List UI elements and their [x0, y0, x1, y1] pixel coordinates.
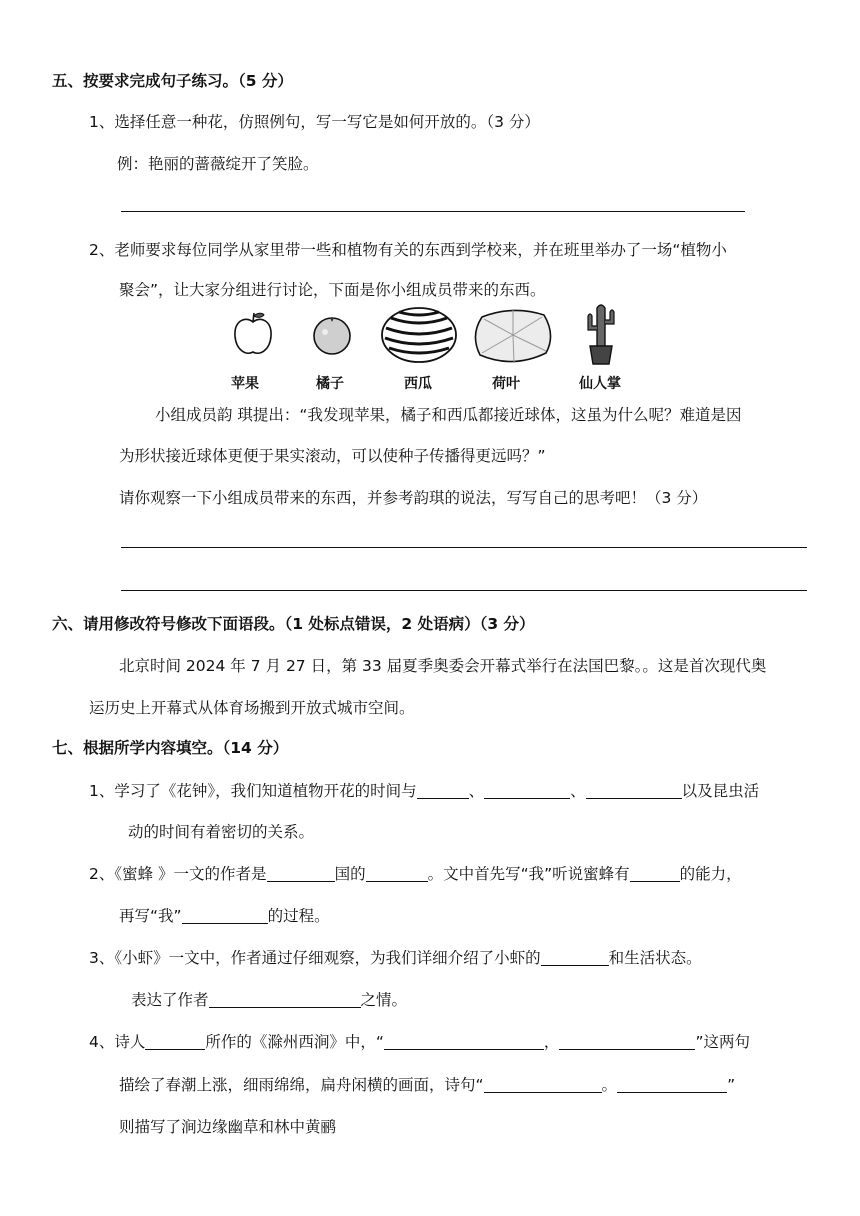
question-7-1: [89, 781, 759, 801]
question-text: 表达了作者: [131, 991, 209, 1009]
group-member-paragraph-line1: 小组成员韵 琪提出：“我发现苹果，橘子和西瓜都接近球体，这虽为什么呢？难道是因: [155, 406, 742, 424]
lotus-leaf-illustration: [470, 305, 556, 367]
question-text: 。文中首先写“我”听说蜜蜂有: [427, 865, 630, 883]
item-label-cactus: 仙人掌: [579, 376, 621, 392]
question-text: 和生活状态。: [608, 949, 702, 967]
question-text: 学习了《花钟》，我们知道植物开花的时间与: [114, 782, 417, 800]
question-text: ”这两句: [695, 1033, 750, 1051]
question-text: 选择任意一种花，仿照例句，写一写它是如何开放的。（3 分）: [114, 113, 540, 131]
question-7-3: [89, 948, 702, 968]
question-text: 《小虾》一文中，作者通过仔细观察，为我们详细介绍了小虾的: [114, 949, 541, 967]
thinking-prompt: 请你观察一下小组成员带来的东西，并参考韵琪的说法，写写自己的思考吧！（3 分）: [119, 489, 708, 507]
apple-illustration: [230, 310, 276, 358]
question-text: 以及昆虫活: [681, 782, 760, 800]
question-7-4: [89, 1032, 750, 1052]
question-text: 所作的《滁州西涧》中，“: [205, 1033, 384, 1051]
cactus-illustration: [578, 300, 624, 368]
question-text: 。: [601, 1076, 618, 1094]
item-label-watermelon: 西瓜: [404, 376, 432, 392]
item-label-orange: 橘子: [316, 376, 344, 392]
question-text: 诗人: [114, 1033, 146, 1051]
question-7-1-line2: 动的时间有着密切的关系。: [128, 823, 315, 841]
passage-line1: 北京时间 2024 年 7 月 27 日，第 33 届夏季奥委会开幕式举行在法国巴黎。。这是首次现代奥: [119, 657, 767, 675]
orange-illustration: [310, 312, 354, 356]
passage-line2: 运历史上开幕式从体育场搬到开放式城市空间。: [89, 699, 415, 717]
fill-blank[interactable]: [630, 865, 680, 882]
question-text: 的能力，: [679, 865, 742, 883]
answer-line[interactable]: [121, 590, 807, 591]
fill-blank[interactable]: [209, 991, 361, 1008]
question-7-2-line2: [119, 906, 330, 926]
watermelon-illustration: [379, 306, 459, 364]
fill-blank[interactable]: [484, 1076, 602, 1093]
fill-blank[interactable]: [617, 1076, 727, 1093]
question-number: 1、: [89, 782, 115, 800]
section-5-title: 五、按要求完成句子练习。（5 分）: [52, 72, 293, 90]
question-text: 之情。: [360, 991, 408, 1009]
section-6-title: 六、请用修改符号修改下面语段。（1 处标点错误，2 处语病）（3 分）: [52, 615, 535, 633]
question-7-4-line2: [119, 1075, 735, 1095]
fill-blank[interactable]: [145, 1033, 205, 1050]
fill-blank[interactable]: [586, 782, 682, 799]
question-7-3-line2: [131, 990, 407, 1010]
question-5-1: [89, 112, 540, 132]
fill-blank[interactable]: [417, 782, 469, 799]
fill-blank[interactable]: [541, 949, 609, 966]
question-7-2: [89, 864, 742, 884]
fill-blank[interactable]: [366, 865, 428, 882]
question-5-2-line2: 聚会”，让大家分组进行讨论，下面是你小组成员带来的东西。: [119, 281, 546, 299]
fill-blank[interactable]: [267, 865, 335, 882]
item-label-lotus-leaf: 荷叶: [492, 376, 520, 392]
question-text: 老师要求每位同学从家里带一些和植物有关的东西到学校来，并在班里举办了一场“植物小: [114, 241, 727, 259]
fill-blank[interactable]: [384, 1033, 544, 1050]
question-text: 《蜜蜂 》一文的作者是: [114, 865, 267, 883]
separator: 、: [570, 782, 586, 800]
separator: 、: [468, 782, 485, 800]
example-sentence: 例：艳丽的蔷薇绽开了笑脸。: [117, 155, 319, 173]
question-text: ，: [543, 1033, 560, 1051]
question-number: 3、: [89, 949, 115, 967]
fill-blank[interactable]: [182, 907, 268, 924]
question-number: 4、: [89, 1033, 115, 1051]
answer-line[interactable]: [121, 547, 807, 548]
question-text: 的过程。: [267, 907, 330, 925]
group-member-paragraph-line2: 为形状接近球体更便于果实滚动，可以使种子传播得更远吗？”: [119, 447, 546, 465]
question-number: 2、: [89, 865, 115, 883]
fill-blank[interactable]: [559, 1033, 695, 1050]
question-number: 2、: [89, 241, 115, 259]
question-number: 1、: [89, 113, 115, 131]
question-text: ”: [727, 1076, 736, 1094]
answer-line[interactable]: [121, 211, 745, 212]
item-label-apple: 苹果: [231, 376, 259, 392]
question-text: 再写“我”: [119, 907, 182, 925]
question-5-2: [89, 240, 727, 260]
section-7-title: 七、根据所学内容填空。（14 分）: [52, 739, 289, 757]
question-text: 描绘了春潮上涨，细雨绵绵，扁舟闲横的画面，诗句“: [119, 1076, 484, 1094]
question-text: 国的: [334, 865, 366, 883]
fill-blank[interactable]: [484, 782, 570, 799]
question-7-4-line3: 则描写了涧边缘幽草和林中黄鹂: [119, 1118, 337, 1136]
